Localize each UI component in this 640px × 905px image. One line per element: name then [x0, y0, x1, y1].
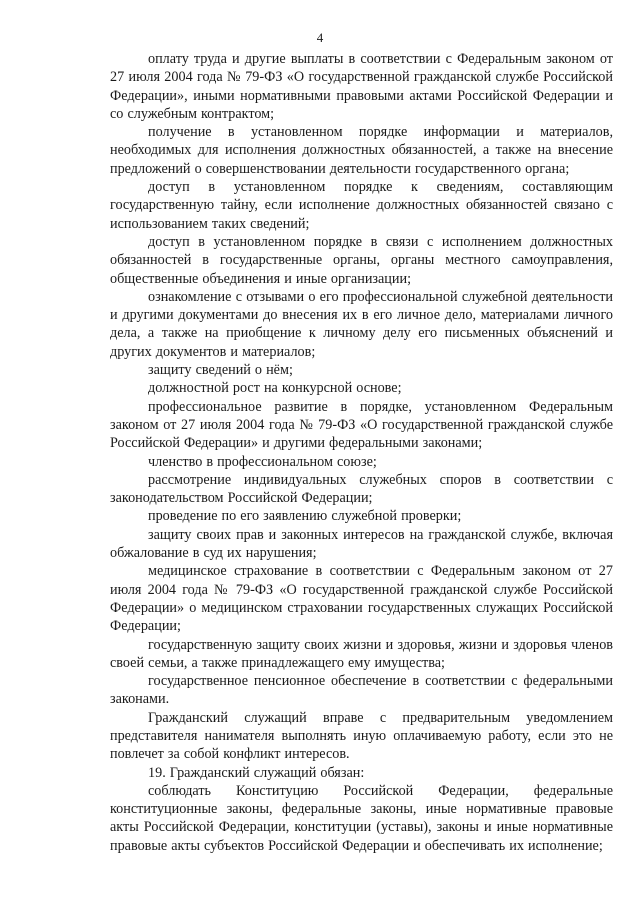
paragraph-medical-insurance: медицинское страхование в соответствии с Федеральным законом от 27 июля 2004 года № 79-ФЗ «О государственной гражданской службе Российской Федерации» о медицинском страховании государственных служащих Российской Федерации; — [110, 563, 613, 635]
section-19-heading: 19. Гражданский служащий обязан: — [148, 764, 365, 781]
page-number: 4 — [316, 30, 324, 45]
paragraph-union-membership: членство в профессиональном союзе; — [148, 453, 377, 470]
paragraph-personal-file: ознакомление с отзывами о его профессиональной служебной деятельности и другими документами до внесения их в его личное дело, материалами личного дела, а также на приобщение к личному делу его письменных объяснений и других документов и материалов; — [110, 288, 613, 360]
paragraph-professional-development: профессиональное развитие в порядке, установленном Федеральным законом от 27 июля 2004 года № 79-ФЗ «О государственной гражданской службе Российской Федерации» и другими федеральными законами; — [110, 398, 613, 452]
paragraph-service-inspection: проведение по его заявлению служебной проверки; — [148, 508, 462, 525]
paragraph-career-growth: должностной рост на конкурсной основе; — [148, 380, 402, 397]
paragraph-information-access: получение в установленном порядке информации и материалов, необходимых для исполнения должностных обязанностей, а также на внесение предложений о совершенствовании деятельности государственного органа; — [110, 124, 613, 177]
paragraph-salary: оплату труда и другие выплаты в соответствии с Федеральным законом от 27 июля 2004 года № 79-ФЗ «О государственной гражданской службе Российской Федерации», иными нормативными правовыми актами Российской Федерации и со служебным контрактом; — [110, 51, 613, 122]
paragraph-rights-protection: защиту своих прав и законных интересов на гражданской службе, включая обжалование в суд их нарушения; — [110, 526, 613, 562]
paragraph-pension: государственное пенсионное обеспечение в соответствии с федеральными законами. — [110, 673, 613, 708]
paragraph-data-protection: защиту сведений о нём; — [148, 362, 293, 379]
paragraph-organizations-access: доступ в установленном порядке в связи с исполнением должностных обязанностей в государственные органы, органы местного самоуправления, общественные объединения и иные организации; — [110, 233, 613, 287]
document-body — [110, 50, 613, 855]
paragraph-other-paid-work: Гражданский служащий вправе с предварительным уведомлением представителя нанимателя выполнять иную оплачиваемую работу, если это не повлечет за собой конфликт интересов. — [110, 709, 613, 763]
paragraph-disputes: рассмотрение индивидуальных служебных споров в соответствии с законодательством Российской Федерации; — [110, 471, 613, 507]
paragraph-constitution-compliance: соблюдать Конституцию Российской Федерации, федеральные конституционные законы, федеральные законы, иные нормативные правовые акты Российской Федерации, конституции (уставы), законы и иные нормативные правовые акты субъектов Российской Федерации и обеспечивать их исполнение; — [110, 782, 613, 854]
paragraph-state-secret-access: доступ в установленном порядке к сведениям, составляющим государственную тайну, если исполнение должностных обязанностей связано с использованием таких сведений; — [110, 179, 613, 232]
paragraph-state-protection: государственную защиту своих жизни и здоровья, жизни и здоровья членов своей семьи, а также принадлежащего ему имущества; — [110, 636, 613, 671]
